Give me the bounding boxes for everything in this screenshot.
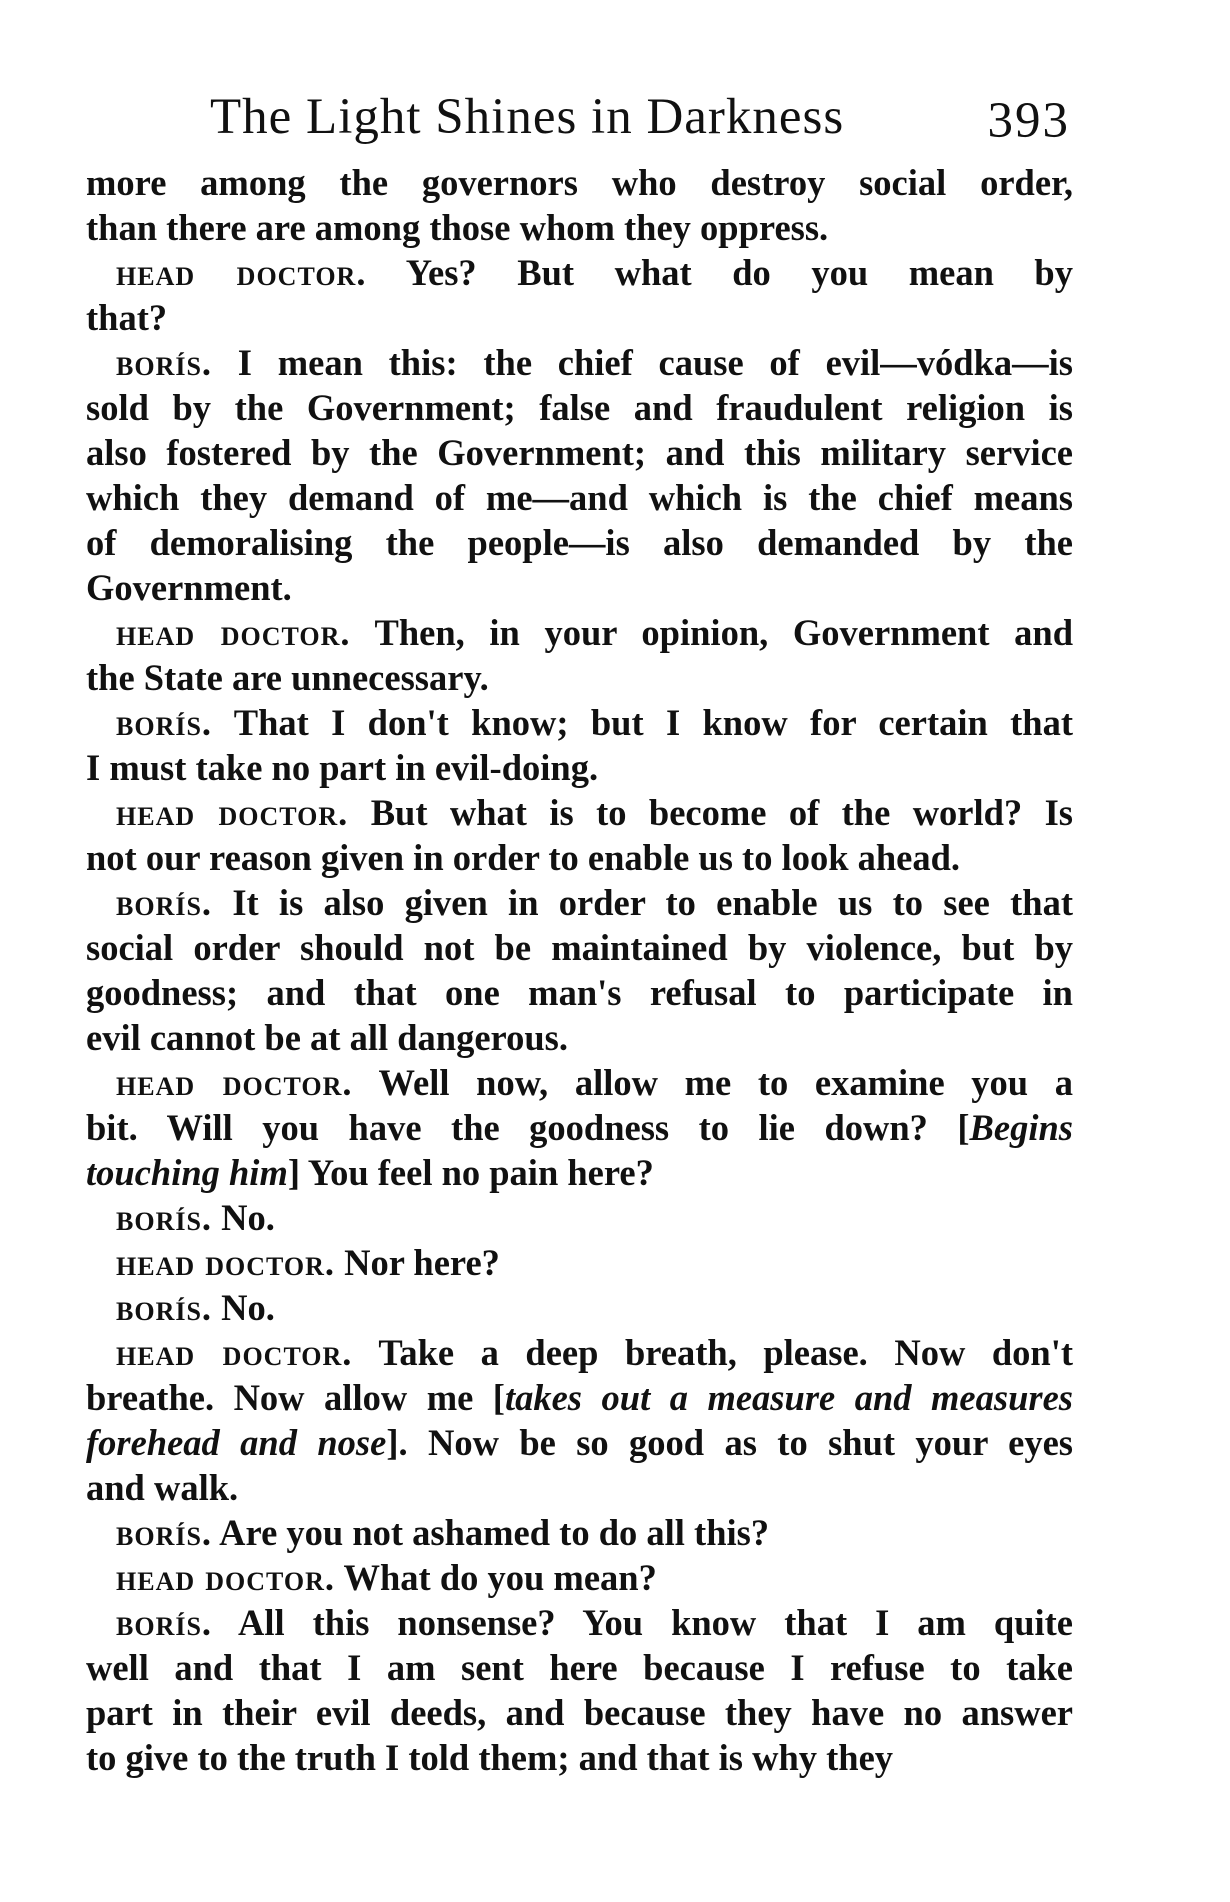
text-line bbox=[86, 1330, 1073, 1375]
stage-direction: takes out a measure and measures bbox=[504, 1377, 1073, 1418]
speaker-name: borís. bbox=[116, 1287, 213, 1328]
dialogue-text: Take a deep breath, please. Now don't bbox=[378, 1332, 1073, 1373]
dialogue-paragraph bbox=[86, 340, 1073, 610]
text-line bbox=[86, 1735, 1073, 1780]
dialogue-text: breathe. Now allow me [ bbox=[86, 1377, 505, 1418]
dialogue-text: Well now, allow me to examine you a bbox=[378, 1062, 1074, 1103]
dialogue-text: not our reason given in order to enable us to look ahead. bbox=[86, 837, 961, 878]
dialogue-paragraph bbox=[86, 1330, 1073, 1510]
dialogue-text: well and that I am sent here because I refuse to take bbox=[86, 1647, 1073, 1688]
dialogue-text: No. bbox=[221, 1287, 275, 1328]
dialogue-text: and walk. bbox=[86, 1467, 239, 1508]
page-number: 393 bbox=[987, 93, 1070, 149]
dialogue-text: goodness; and that one man's refusal to participate in bbox=[86, 972, 1073, 1013]
speaker-name: borís. bbox=[116, 702, 213, 743]
text-line bbox=[86, 745, 1073, 790]
dialogue-text: Are you not ashamed to do all this? bbox=[219, 1512, 770, 1553]
text-line bbox=[86, 970, 1073, 1015]
dialogue-text: that? bbox=[86, 297, 168, 338]
dialogue-paragraph bbox=[86, 1240, 1073, 1285]
narrative-paragraph bbox=[86, 160, 1073, 250]
dialogue-paragraph bbox=[86, 880, 1073, 1060]
page-header bbox=[210, 88, 1070, 158]
dialogue-text: It is also given in order to enable us to see that bbox=[232, 882, 1073, 923]
stage-direction: Begins bbox=[969, 1107, 1073, 1148]
text-line bbox=[86, 1240, 1073, 1285]
text-line bbox=[86, 520, 1073, 565]
text-line bbox=[86, 430, 1073, 475]
text-line bbox=[86, 880, 1073, 925]
speaker-name: head doctor. bbox=[116, 1557, 336, 1598]
dialogue-text: bit. Will you have the goodness to lie down? [ bbox=[86, 1107, 970, 1148]
dialogue-text: the State are unnecessary. bbox=[86, 657, 489, 698]
text-line bbox=[86, 1690, 1073, 1735]
text-line bbox=[86, 1465, 1073, 1510]
speaker-name: borís. bbox=[116, 1512, 213, 1553]
body-text bbox=[86, 160, 1073, 1780]
dialogue-text: Yes? But what do you mean by bbox=[405, 252, 1073, 293]
dialogue-paragraph bbox=[86, 1285, 1073, 1330]
speaker-name: head doctor. bbox=[116, 1242, 336, 1283]
text-line bbox=[86, 1510, 1073, 1555]
text-line bbox=[86, 565, 1073, 610]
text-line bbox=[86, 835, 1073, 880]
stage-direction: forehead and nose bbox=[86, 1422, 387, 1463]
speaker-name: head doctor. bbox=[116, 252, 367, 293]
dialogue-text: sold by the Government; false and fraudulent religion is bbox=[86, 387, 1073, 428]
speaker-name: borís. bbox=[116, 342, 213, 383]
dialogue-text: also fostered by the Government; and this military service bbox=[86, 432, 1073, 473]
dialogue-text: which they demand of me—and which is the chief means bbox=[86, 477, 1073, 518]
dialogue-text: part in their evil deeds, and because they have no answer bbox=[86, 1692, 1073, 1733]
text-line bbox=[86, 790, 1073, 835]
dialogue-paragraph bbox=[86, 1555, 1073, 1600]
dialogue-text: evil cannot be at all dangerous. bbox=[86, 1017, 568, 1058]
text-line bbox=[86, 250, 1073, 295]
speaker-name: head doctor. bbox=[116, 612, 351, 653]
text-line bbox=[86, 1150, 1073, 1195]
text-line bbox=[86, 1555, 1073, 1600]
speaker-name: borís. bbox=[116, 1197, 213, 1238]
text-line bbox=[86, 1285, 1073, 1330]
dialogue-paragraph bbox=[86, 1195, 1073, 1240]
dialogue-text: All this nonsense? You know that I am quite bbox=[238, 1602, 1073, 1643]
dialogue-text: That I don't know; but I know for certain that bbox=[233, 702, 1073, 743]
text-line bbox=[86, 610, 1073, 655]
dialogue-paragraph bbox=[86, 250, 1073, 340]
text-line bbox=[86, 1195, 1073, 1240]
speaker-name: head doctor. bbox=[116, 1332, 353, 1373]
text-line bbox=[86, 1105, 1073, 1150]
speaker-name: head doctor. bbox=[116, 1062, 353, 1103]
dialogue-text: No. bbox=[221, 1197, 275, 1238]
text-line bbox=[86, 1420, 1073, 1465]
text-line bbox=[86, 1600, 1073, 1645]
dialogue-text: more among the governors who destroy social order, bbox=[86, 162, 1073, 203]
text-line bbox=[86, 475, 1073, 520]
dialogue-text: ] You feel no pain here? bbox=[287, 1152, 654, 1193]
text-line bbox=[86, 295, 1073, 340]
dialogue-paragraph bbox=[86, 610, 1073, 700]
speaker-name: borís. bbox=[116, 1602, 213, 1643]
dialogue-text: I mean this: the chief cause of evil—vódka—is bbox=[237, 342, 1073, 383]
dialogue-text: Nor here? bbox=[344, 1242, 500, 1283]
text-line bbox=[86, 385, 1073, 430]
stage-direction: touching him bbox=[86, 1152, 288, 1193]
dialogue-text: But what is to become of the world? Is bbox=[370, 792, 1074, 833]
dialogue-text: What do you mean? bbox=[343, 1557, 657, 1598]
text-line bbox=[86, 1375, 1073, 1420]
dialogue-paragraph bbox=[86, 700, 1073, 790]
dialogue-text: social order should not be maintained by violence, but by bbox=[86, 927, 1073, 968]
dialogue-paragraph bbox=[86, 1510, 1073, 1555]
speaker-name: borís. bbox=[116, 882, 213, 923]
dialogue-paragraph bbox=[86, 790, 1073, 880]
dialogue-text: to give to the truth I told them; and that is why they bbox=[86, 1737, 894, 1778]
running-title: The Light Shines in Darkness bbox=[210, 89, 845, 145]
text-line bbox=[86, 925, 1073, 970]
dialogue-text: than there are among those whom they oppress. bbox=[86, 207, 829, 248]
text-line bbox=[86, 655, 1073, 700]
text-line bbox=[86, 160, 1073, 205]
dialogue-text: ]. Now be so good as to shut your eyes bbox=[386, 1422, 1073, 1463]
text-line bbox=[86, 340, 1073, 385]
text-line bbox=[86, 700, 1073, 745]
text-line bbox=[86, 1015, 1073, 1060]
dialogue-text: I must take no part in evil-doing. bbox=[86, 747, 599, 788]
dialogue-text: Government. bbox=[86, 567, 292, 608]
speaker-name: head doctor. bbox=[116, 792, 349, 833]
dialogue-paragraph bbox=[86, 1600, 1073, 1780]
dialogue-text: of demoralising the people—is also demanded by the bbox=[86, 522, 1073, 563]
text-line bbox=[86, 1060, 1073, 1105]
dialogue-paragraph bbox=[86, 1060, 1073, 1195]
text-line bbox=[86, 205, 1073, 250]
text-line bbox=[86, 1645, 1073, 1690]
dialogue-text: Then, in your opinion, Government and bbox=[374, 612, 1073, 653]
